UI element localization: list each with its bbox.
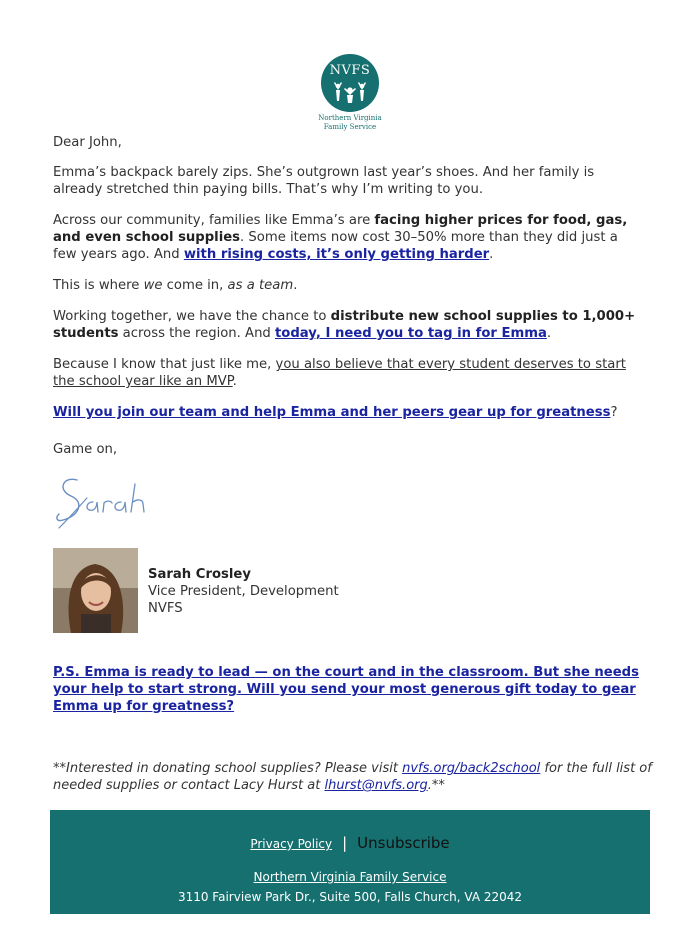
ps-paragraph xyxy=(53,664,653,715)
tag-in-for-emma-link[interactable]: today, I need you to tag in for Emma xyxy=(275,326,547,341)
text: This is where xyxy=(53,278,144,293)
footer-address: 3110 Fairview Park Dr., Suite 500, Falls Church, VA 22042 xyxy=(177,890,523,904)
email-footer xyxy=(50,810,650,914)
signoff: Game on, xyxy=(53,442,118,457)
bold-text: facing higher prices for food, gas, and even school supplies xyxy=(53,213,628,245)
greeting: Dear John, xyxy=(53,135,122,150)
bold-text: distribute new school supplies to 1,000+ students xyxy=(53,309,636,341)
unsubscribe-link[interactable]: Unsubscribe xyxy=(357,834,450,852)
portrait-image xyxy=(53,548,138,633)
text: come in, xyxy=(162,278,228,293)
cta-paragraph xyxy=(53,404,643,421)
text: Because I know that just like me, xyxy=(53,357,276,372)
nvfs-logo xyxy=(300,50,400,132)
family-figures-icon xyxy=(332,81,368,105)
signer-org: NVFS xyxy=(148,601,183,616)
italic-text: as a team xyxy=(227,278,294,293)
text: . xyxy=(232,374,237,389)
text: . Some items now cost 30–50% more than they did just a few years ago. And xyxy=(53,230,618,262)
paragraph-3 xyxy=(53,277,643,294)
signer-name: Sarah Crosley xyxy=(148,567,251,582)
signer-info xyxy=(148,566,339,617)
rising-costs-link[interactable]: with rising costs, it’s only getting harder xyxy=(183,247,490,262)
text: Working together, we have the chance to xyxy=(53,309,331,324)
text: .** xyxy=(427,778,445,793)
footer-separator: | xyxy=(342,834,348,852)
privacy-policy-link[interactable]: Privacy Policy xyxy=(250,837,333,851)
underlined-text: you also believe that every student deserves to start the school year like an MVP xyxy=(53,357,626,389)
text: for the full list of needed supplies or contact Lacy Hurst at xyxy=(53,761,652,793)
back2school-link[interactable]: nvfs.org/back2school xyxy=(402,761,541,776)
footer-org xyxy=(50,870,650,884)
email-link[interactable]: lhurst@nvfs.org xyxy=(324,778,428,793)
text: ? xyxy=(610,405,618,420)
text: across the region. And xyxy=(118,326,275,341)
signer-photo xyxy=(53,548,138,633)
org-name-link[interactable]: Northern Virginia Family Service xyxy=(253,870,447,884)
school-supplies-note xyxy=(53,760,653,794)
footer-links xyxy=(50,834,650,852)
logo-tagline-line1: Northern Virginia xyxy=(318,114,382,122)
paragraph-1: Emma’s backpack barely zips. She’s outgrown last year’s shoes. And her family is already stretched thin paying bills. That’s why I’m writing to you. xyxy=(53,165,595,197)
paragraph-5 xyxy=(53,356,643,390)
ps-donate-link[interactable]: P.S. Emma is ready to lead — on the court and in the classroom. But she needs your help to start strong. Will you send your most generous gift today to gear Emma up for greatness? xyxy=(53,665,639,714)
italic-text: we xyxy=(143,278,163,293)
logo-text: NVFS xyxy=(329,63,371,78)
logo-badge xyxy=(321,54,379,112)
text: . xyxy=(546,326,552,341)
paragraph-2 xyxy=(53,212,643,263)
signer-title: Vice President, Development xyxy=(148,584,339,599)
logo-tagline xyxy=(300,114,400,132)
paragraph-4 xyxy=(53,308,643,342)
logo-tagline-line2: Family Service xyxy=(323,123,377,131)
handwritten-signature xyxy=(55,472,165,534)
join-team-link[interactable]: Will you join our team and help Emma and her peers gear up for greatness xyxy=(53,405,611,420)
text: **Interested in donating school supplies? Please visit xyxy=(53,761,403,776)
text: Across our community, families like Emma’s are xyxy=(53,213,375,228)
text: . xyxy=(293,278,298,293)
text: . xyxy=(489,247,494,262)
